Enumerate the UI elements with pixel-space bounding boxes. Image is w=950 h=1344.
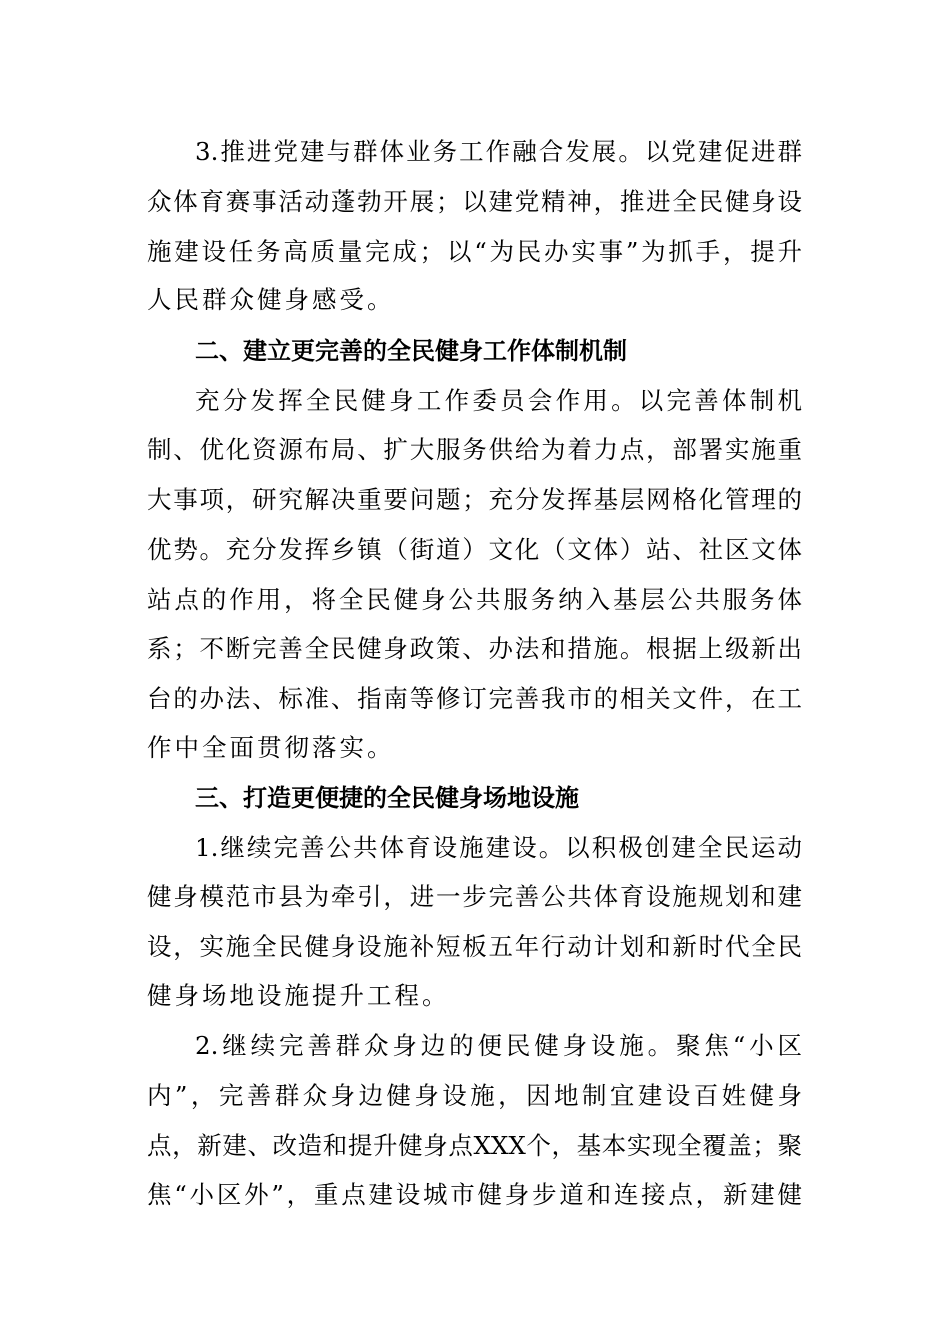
paragraph-4-line-1: 2.继续完善群众身边的便民健身设施。聚焦“小区: [195, 1031, 802, 1060]
paragraph-1-line-1: 3.推进党建与群体业务工作融合发展。以党建促进群: [195, 137, 802, 166]
paragraph-1-line-3: 施建设任务高质量完成；以“为民办实事”为抓手，提升: [147, 237, 802, 266]
paragraph-4-line-3: 点，新建、改造和提升健身点XXX个，基本实现全覆盖；聚: [147, 1131, 802, 1160]
paragraph-3-line-4: 健身场地设施提升工程。: [147, 981, 450, 1010]
paragraph-2-line-5: 站点的作用，将全民健身公共服务纳入基层公共服务体: [147, 585, 802, 614]
paragraph-4-line-4: 焦“小区外”，重点建设城市健身步道和连接点，新建健: [147, 1180, 802, 1209]
paragraph-2-line-8: 作中全面贯彻落实。: [147, 733, 395, 762]
paragraph-1-line-2: 众体育赛事活动蓬勃开展；以建党精神，推进全民健身设: [147, 187, 802, 216]
paragraph-1-line-4: 人民群众健身感受。: [147, 285, 395, 314]
section-heading-3: 三、打造更便捷的全民健身场地设施: [195, 784, 579, 812]
paragraph-2-line-1: 充分发挥全民健身工作委员会作用。以完善体制机: [195, 386, 802, 415]
section-heading-2: 二、建立更完善的全民健身工作体制机制: [195, 337, 627, 365]
paragraph-2-line-4: 优势。充分发挥乡镇（街道）文化（文体）站、社区文体: [147, 535, 802, 564]
paragraph-3-line-3: 设，实施全民健身设施补短板五年行动计划和新时代全民: [147, 932, 802, 961]
paragraph-2-line-7: 台的办法、标准、指南等修订完善我市的相关文件，在工: [147, 684, 802, 713]
paragraph-3-line-2: 健身模范市县为牵引，进一步完善公共体育设施规划和建: [147, 882, 802, 911]
paragraph-2-line-6: 系；不断完善全民健身政策、办法和措施。根据上级新出: [147, 634, 802, 663]
paragraph-2-line-2: 制、优化资源布局、扩大服务供给为着力点，部署实施重: [147, 435, 802, 464]
paragraph-3-line-1: 1.继续完善公共体育设施建设。以积极创建全民运动: [195, 833, 802, 862]
paragraph-4-line-2: 内”，完善群众身边健身设施，因地制宜建设百姓健身: [147, 1081, 802, 1110]
paragraph-2-line-3: 大事项，研究解决重要问题；充分发挥基层网格化管理的: [147, 485, 802, 514]
